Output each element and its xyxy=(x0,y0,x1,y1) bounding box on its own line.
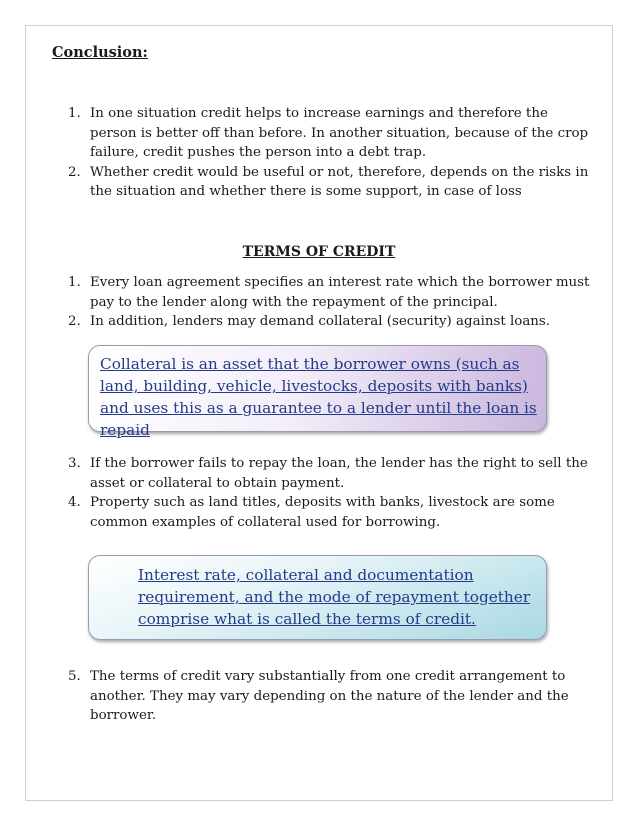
list-item xyxy=(0,312,596,332)
list-item xyxy=(0,104,596,163)
list-text: Every loan agreement specifies an interest rate which the borrower must pay to the lender along with the repayment of the principal. xyxy=(90,275,590,310)
list-text: In one situation credit helps to increase earnings and therefore the person is better off than before. In another situation, because of the crop failure, credit pushes the person into a debt trap. xyxy=(90,106,589,160)
list-text: Whether credit would be useful or not, therefore, depends on the risks in the situation and whether there is some support, in case of loss xyxy=(90,164,589,199)
terms-list-c xyxy=(0,667,596,726)
list-text: Property such as land titles, deposits with banks, livestock are some common examples of collateral used for borrowing. xyxy=(90,495,555,530)
terms-of-credit-callout xyxy=(88,555,547,640)
list-text: In addition, lenders may demand collateral (security) against loans. xyxy=(90,314,551,329)
list-item xyxy=(0,667,596,726)
list-number: 3. xyxy=(68,456,81,471)
list-text: If the borrower fails to repay the loan, the lender has the right to sell the asset or collateral to obtain payment. xyxy=(90,456,588,491)
conclusion-heading: Conclusion: xyxy=(52,44,148,61)
list-item xyxy=(0,454,596,493)
list-number: 2. xyxy=(68,164,81,180)
conclusion-list xyxy=(0,104,596,202)
list-number: 1. xyxy=(68,275,81,290)
terms-list-a xyxy=(0,273,596,332)
list-number: 1. xyxy=(68,106,81,121)
callout-text: Interest rate, collateral and documentation requirement, and the mode of repayment together comprise what is called the terms of credit. xyxy=(138,566,531,628)
list-item xyxy=(0,273,596,312)
list-item xyxy=(0,493,596,532)
callout-text: Collateral is an asset that the borrower owns (such as land, building, vehicle, livestocks, deposits with banks) and uses this as a guarantee to a lender until the loan is repaid xyxy=(100,355,537,439)
list-text: The terms of credit vary substantially from one credit arrangement to another. They may vary depending on the nature of the lender and the borrower. xyxy=(90,669,569,723)
terms-list-b xyxy=(0,454,596,532)
section-title: TERMS OF CREDIT xyxy=(242,244,396,260)
list-number: 4. xyxy=(68,495,81,510)
list-number: 5. xyxy=(68,669,81,684)
list-number: 2. xyxy=(68,314,81,329)
list-item xyxy=(0,163,596,202)
collateral-definition-callout xyxy=(88,345,547,439)
